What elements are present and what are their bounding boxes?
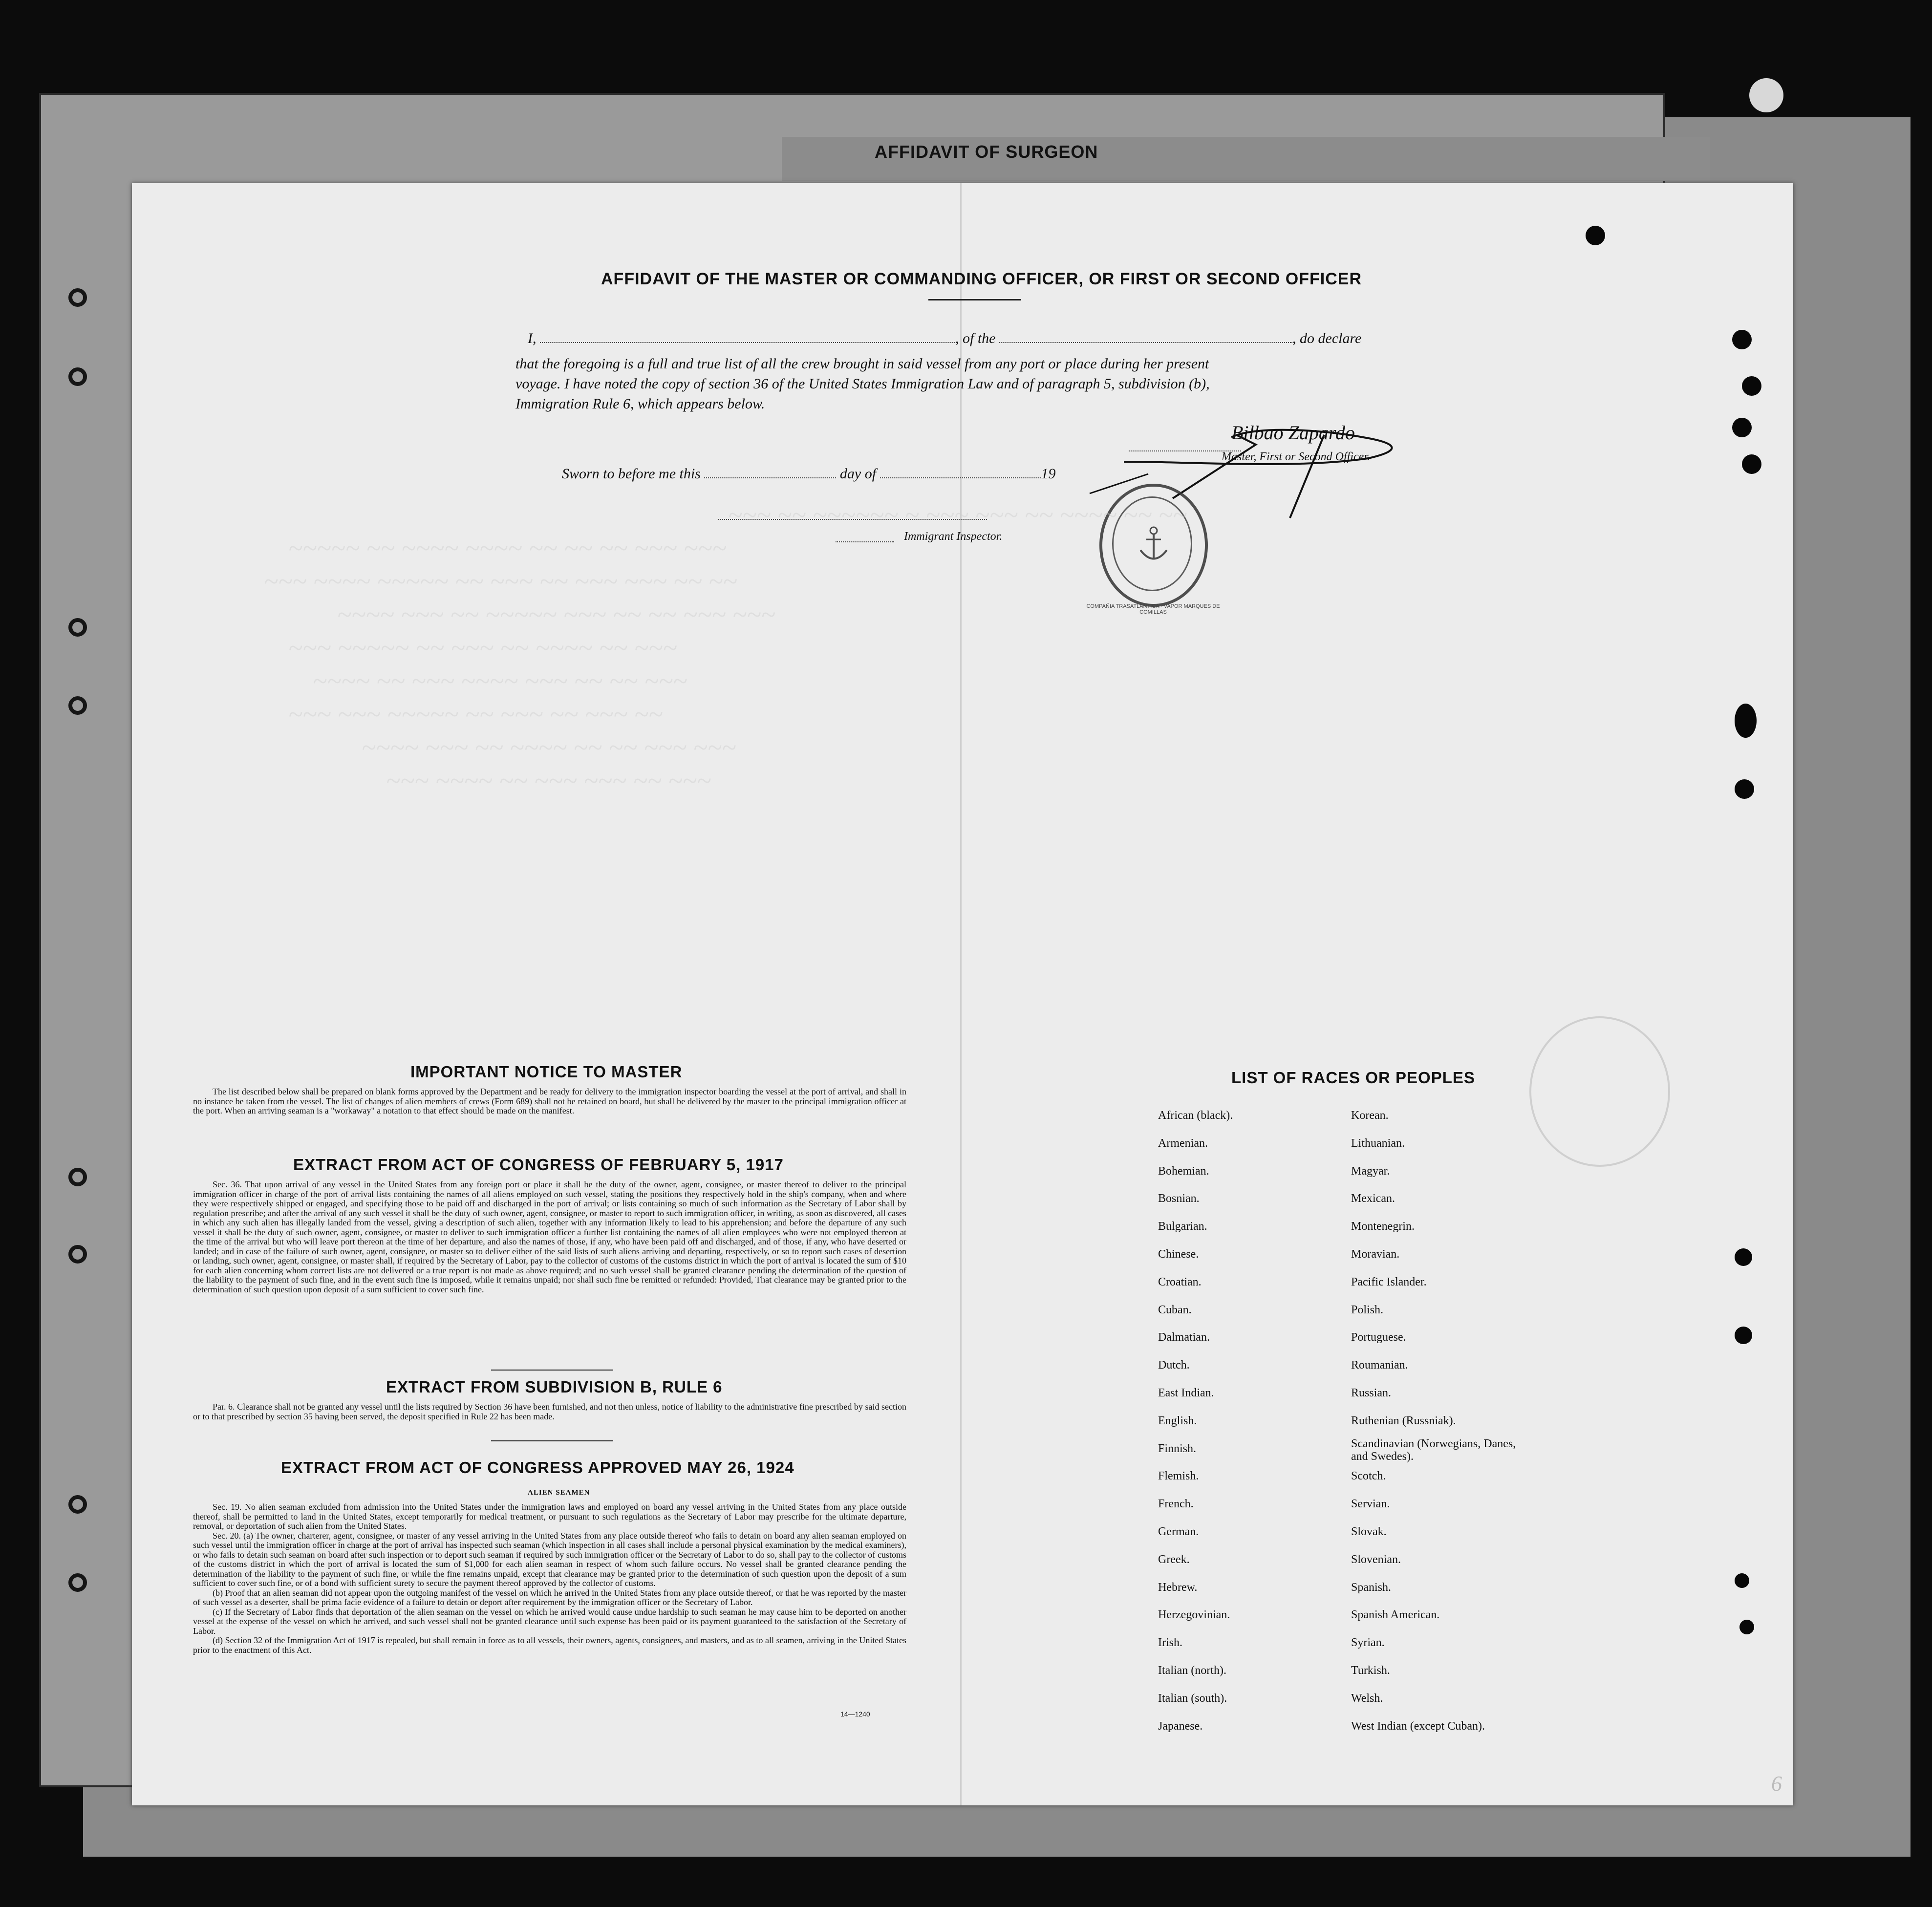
race-entry: Dalmatian. (1158, 1331, 1210, 1344)
race-entry: Syrian. (1351, 1636, 1385, 1649)
punch-hole (1735, 1573, 1749, 1588)
divider (491, 1370, 613, 1371)
binder-ring (68, 288, 87, 307)
punch-hole (1732, 330, 1752, 349)
extract1-text (193, 1180, 906, 1294)
race-entry: Bosnian. (1158, 1192, 1200, 1205)
month-blank (880, 467, 1041, 478)
race-entry: Korean. (1351, 1109, 1389, 1122)
declaration-i: I, (528, 330, 537, 346)
race-entry: Portuguese. (1351, 1331, 1406, 1344)
race-entry: Bohemian. (1158, 1165, 1209, 1178)
race-entry: Ruthenian (Russniak). (1351, 1414, 1456, 1427)
declaration-line-4: Immigration Rule 6, which appears below. (515, 396, 765, 412)
race-entry: Scotch. (1351, 1470, 1386, 1482)
declaration-of-the: , of the (955, 330, 996, 346)
binder-ring (68, 618, 87, 637)
race-entry: Flemish. (1158, 1470, 1199, 1482)
divider (491, 1440, 613, 1441)
race-entry: Lithuanian. (1351, 1137, 1405, 1150)
race-entry: French. (1158, 1498, 1194, 1510)
sworn-day-of: day of (839, 466, 877, 482)
page-fold (960, 183, 962, 1805)
race-entry: Cuban. (1158, 1304, 1192, 1316)
race-entry: Spanish American. (1351, 1608, 1440, 1621)
race-entry: Italian (south). (1158, 1692, 1227, 1705)
race-entry: Dutch. (1158, 1359, 1190, 1371)
divider (928, 299, 1021, 300)
affidavit-title: AFFIDAVIT OF THE MASTER OR COMMANDING OFFICER, OR FIRST OR SECOND OFFICER (601, 270, 1362, 288)
race-entry: Slovenian. (1351, 1553, 1401, 1566)
race-entry: Welsh. (1351, 1692, 1383, 1705)
signature-blank (1129, 440, 1241, 451)
declaration-line-3: voyage. I have noted the copy of section 36 of the United States Immigration Law and of paragraph 5, subdivision (b), (515, 376, 1210, 392)
extract2-text (193, 1402, 906, 1421)
declaration-line-1 (528, 330, 1361, 347)
signature-text: Bilbao Zapardo (1231, 422, 1355, 444)
binder-ring (68, 367, 87, 386)
punch-hole (1735, 1248, 1752, 1266)
sworn-label: Sworn to before me this (562, 466, 701, 482)
punch-hole (1732, 418, 1752, 437)
punch-hole (1586, 226, 1605, 245)
race-entry: Montenegrin. (1351, 1220, 1415, 1233)
sworn-line (562, 466, 1056, 482)
race-entry: West Indian (except Cuban). (1351, 1720, 1485, 1733)
ship-stamp-text: COMPAÑIA TRASATLANTICA · VAPOR MARQUES DE COMILLAS (1086, 603, 1220, 615)
extract3-paragraph-5: (d) Section 32 of the Immigration Act of 1917 is repealed, but shall remain in force as to all vessels, their owners, agents, consignees, and masters, and as to all seamen, arriving in the United States prior to the enactment of this Act. (193, 1635, 906, 1655)
faint-seal (1529, 1016, 1670, 1167)
extract3-paragraph-1: Sec. 19. No alien seaman excluded from admission into the United States under the immigration laws and employed on board any vessel arriving in the United States from any place outside thereof, shall be permitted to land in the United States, except temporarily for medical treatment, or pursuant to such regulations as the Secretary of Labor may prescribe for the ultimate departure, removal, or deportation of such alien from the United States. (193, 1502, 906, 1531)
notice-text (193, 1087, 906, 1116)
punch-hole (1735, 779, 1754, 799)
extract3-paragraph-3: (b) Proof that an alien seaman did not appear upon the outgoing manifest of the vessel on which he arrived in the United States from any place outside thereof, or that he was reported by the master of such vessel as a deserter, shall be prima facie evidence of a failure to detain or deport after requirement by the immigration officer or the Secretary of Labor. (193, 1587, 906, 1607)
extract3-subtitle: ALIEN SEAMEN (528, 1489, 590, 1497)
race-entry: Japanese. (1158, 1720, 1203, 1733)
master-label: Master, First or Second Officer. (1222, 450, 1370, 463)
page-number: 6 (1771, 1772, 1782, 1796)
binder-ring (68, 1168, 87, 1186)
extract2-paragraph: Par. 6. Clearance shall not be granted any vessel until the lists required by Section 36 have been furnished, and not then unless, notice of liability to the administrative fine prescribed by said section or to that prescribed by section 35 having been served, the deposit specified in Rule 22 has been made. (193, 1402, 906, 1421)
binder-ring (68, 1495, 87, 1514)
name-blank (540, 331, 955, 343)
binder-ring (68, 1573, 87, 1592)
race-entry: Magyar. (1351, 1165, 1390, 1178)
sworn-year: 19 (1041, 466, 1056, 482)
punch-hole (1742, 376, 1761, 396)
extract3-paragraph-4: (c) If the Secretary of Labor finds that deportation of the alien seaman on the vessel on which he arrived would cause undue hardship to such seaman he may cause him to be deported on another vessel at the expense of the vessel on which he arrived, and such vessel shall not be granted clearance until such expense has been paid or its payment guaranteed to the satisfaction of the Secretary of Labor. (193, 1607, 906, 1636)
declaration-line-2: that the foregoing is a full and true list of all the crew brought in said vessel from any port or place during her present (515, 356, 1209, 372)
race-entry: Armenian. (1158, 1137, 1208, 1150)
race-entry: Moravian. (1351, 1248, 1400, 1261)
race-entry: Polish. (1351, 1304, 1384, 1316)
race-entry: Spanish. (1351, 1581, 1392, 1594)
punch-hole (1742, 454, 1761, 474)
races-title: LIST OF RACES OR PEOPLES (1231, 1069, 1475, 1087)
punch-hole (1739, 1620, 1754, 1634)
extract3-paragraph-2: Sec. 20. (a) The owner, charterer, agent, consignee, or master of any vessel arriving in the United States from any place outside thereof who fails to detain on board any alien seaman employed on such vessel until the immigration officer in charge at the port of arrival has inspected such seaman (which inspection in all cases shall include a personal physical examination by the medical examiners), or who fails to detain such seaman on board after such inspection or to deport such seaman if required by such immigration officer or the Secretary of Labor to do so, shall pay to the collector of customs of the customs district in which the port of arrival is located the sum of $1,000 for each alien seaman in respect of whom such failure occurs. No vessel shall be granted clearance pending the determination of the liability to the payment of such fine, or while the fine remains unpaid, except that clearance may be granted prior to the determination of such question upon the deposit of a sum sufficient to cover such fine, or of a bond with sufficient surety to secure the payment thereof approved by the collector of customs. (193, 1530, 906, 1588)
punch-hole (1735, 1327, 1752, 1344)
torn-corner (1749, 78, 1783, 112)
extract1-paragraph: Sec. 36. That upon arrival of any vessel in the United States from any foreign port or place it shall be the duty of the owner, agent, consignee, or master thereof to deliver to the principal immigration officer in charge of the port of arrival lists containing the names of all aliens employed on such vessel, stating the positions they respectively hold in the ship's company, when and where they were respectively shipped or engaged, and specifying those to be paid off and discharged in the port of arrival; or lists containing so much of such information as the Secretary of Labor shall by regulation prescribe; and after the arrival of any such vessel it shall be the duty of such owner, agent, consignee, or master to report to such immigration officer, in writing, as soon as discovered, all cases in which any such alien has illegally landed from the vessel, giving a description of such alien, together with any information likely to lead to his apprehension; and before the departure of any such vessel it shall be the duty of such owner, agent, consignee, or master to deliver to such immigration officer a further list containing the names of all alien employees who were not employed thereon at the time of the arrival but who will leave port thereon at the time of her departure, and also the names of those, if any, who have been paid off and discharged, and of those, if any, who have deserted or landed; and in case of the failure of such owner, agent, consignee, or master so to deliver either of the said lists of such aliens arriving and departing, respectively, or so to report such cases of desertion or landing, such owner, agent, consignee, or master shall, if required by the Secretary of Labor, pay to the collector of customs of the customs district in which the port of arrival is located the sum of $10 for each alien concerning whom correct lists are not delivered or a true report is not made as above required; and no such vessel shall be granted clearance pending the determination of the question of the liability to the payment of such fine, and in the event such fine is imposed, while it remains unpaid; nor shall such fine be remitted or refunded: Provided, That clearance may be granted prior to the determination of such question upon deposit of a sum sufficient to cover such fine. (193, 1179, 906, 1294)
binder-ring (68, 1245, 87, 1264)
race-entry: Chinese. (1158, 1248, 1199, 1261)
declaration-do-declare: , do declare (1292, 330, 1362, 346)
race-entry: Croatian. (1158, 1276, 1202, 1288)
race-entry: Servian. (1351, 1498, 1390, 1510)
race-entry: Pacific Islander. (1351, 1276, 1427, 1288)
race-entry: Scandinavian (Norwegians, Danes, and Swedes). (1351, 1437, 1516, 1463)
race-entry: Irish. (1158, 1636, 1182, 1649)
race-entry: Greek. (1158, 1553, 1190, 1566)
punch-hole (1735, 704, 1757, 738)
notice-title: IMPORTANT NOTICE TO MASTER (410, 1063, 683, 1081)
extract3-text (193, 1502, 906, 1655)
form-number: 14—1240 (840, 1710, 870, 1718)
inspector-label: Immigrant Inspector. (904, 530, 1003, 543)
race-entry: English. (1158, 1414, 1197, 1427)
race-entry: Mexican. (1351, 1192, 1395, 1205)
back-page-title: AFFIDAVIT OF SURGEON (875, 142, 1098, 162)
extract1-title: EXTRACT FROM ACT OF CONGRESS OF FEBRUARY 5, 1917 (293, 1156, 784, 1174)
extract3-title: EXTRACT FROM ACT OF CONGRESS APPROVED MAY 26, 1924 (281, 1458, 794, 1477)
race-entry: Hebrew. (1158, 1581, 1198, 1594)
race-entry: African (black). (1158, 1109, 1233, 1122)
extract2-title: EXTRACT FROM SUBDIVISION B, RULE 6 (386, 1378, 723, 1396)
race-entry: Finnish. (1158, 1442, 1197, 1455)
race-entry: Russian. (1351, 1387, 1392, 1399)
vessel-blank (999, 331, 1292, 343)
race-entry: German. (1158, 1525, 1199, 1538)
day-blank (704, 467, 836, 478)
binder-ring (68, 696, 87, 715)
race-entry: Herzegovinian. (1158, 1608, 1230, 1621)
race-entry: Italian (north). (1158, 1664, 1226, 1677)
notice-paragraph: The list described below shall be prepared on blank forms approved by the Department and be ready for delivery to the immigration inspector boarding the vessel at the port of arrival, and shall in no instance be taken from the vessel. The list of changes of alien members of crews (Form 689) shall not be retained on board, but shall be delivered by the master to the principal immigration officer at the port. When an arriving seaman is a "workaway" a notation to that effect should be made on the manifest. (193, 1087, 906, 1115)
bleed-through-handwriting: ~~~ ~~ ~~~~~~ ~ ~~~ ~~~ ~~ ~~~~ ~~ ~~ ~~~~~ ~~ ~~~~ ~~~~ ~~ ~~ ~~ ~~~ ~~~ ~~~ ~~~~ ~~~~~ ~~ ~~~ ~~ ~~~ ~~~ ~~ ~~ ~~~~ ~~~ ~~ ~~~~~ ~~~ ~~ ~~ ~~~ ~~~ ~~~ ~~~~~ ~~ ~~~ ~~ ~~~~ ~~ ~~~ ~~~~ ~~ ~~~ ~~~~ ~~~ ~~ ~~ ~~~ ~~~ ~~~ ~~~~~ ~~ ~~~ ~~ ~~~ ~~ ~~~~ ~~~ ~~ ~~~~ ~~ ~~ ~~~ ~~~ ~~~ ~~~~ ~~ ~~~ ~~~ ~~ ~~~ (264, 500, 1187, 795)
race-entry: Turkish. (1351, 1664, 1390, 1677)
race-entry: Bulgarian. (1158, 1220, 1207, 1233)
race-entry: Slovak. (1351, 1525, 1387, 1538)
race-entry: Roumanian. (1351, 1359, 1408, 1371)
race-entry: East Indian. (1158, 1387, 1214, 1399)
